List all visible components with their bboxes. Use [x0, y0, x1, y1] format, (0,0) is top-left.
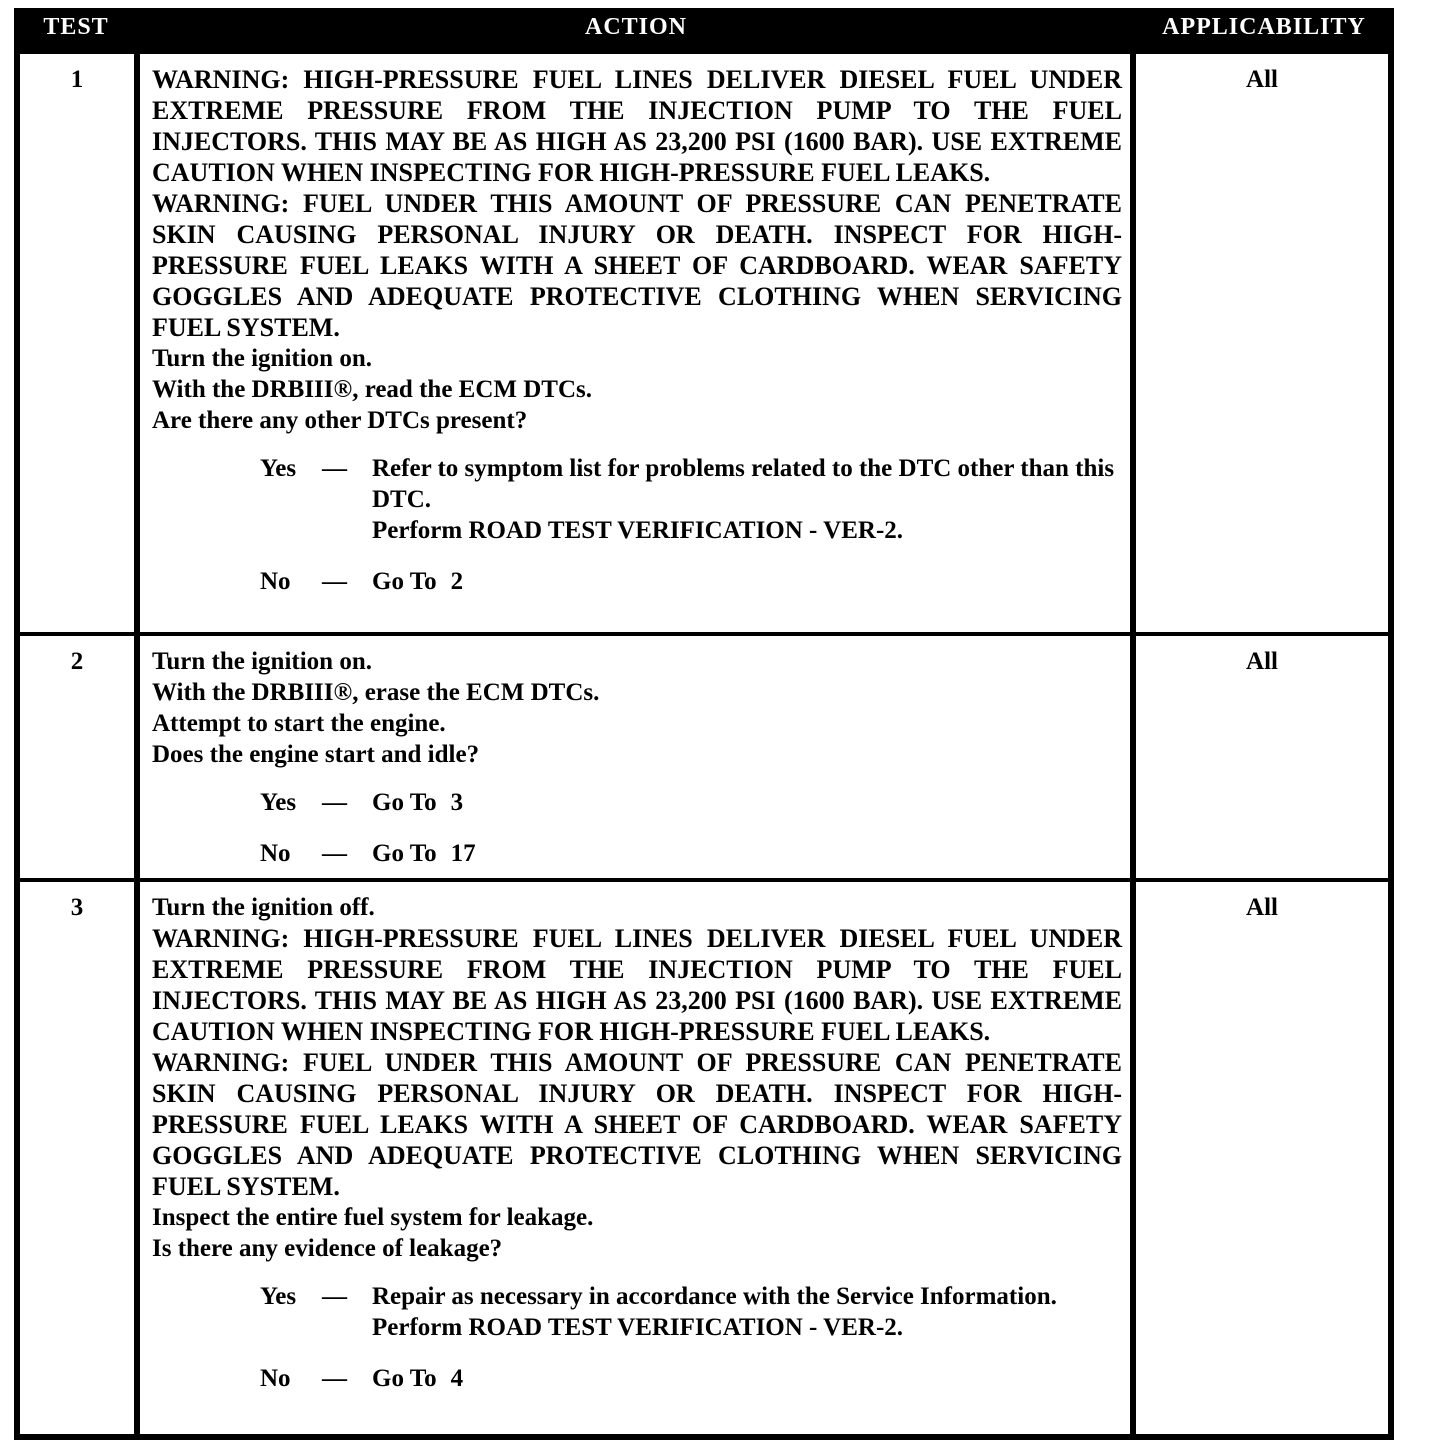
- step-text: Turn the ignition off.: [152, 894, 375, 921]
- go-to-text: Go To: [372, 568, 437, 595]
- no-response: [152, 838, 1122, 869]
- applicability-value: All: [1136, 882, 1388, 1434]
- step-text: Are there any other DTCs present?: [152, 407, 528, 434]
- go-to-text: Go To: [372, 789, 437, 816]
- response-dash: —: [322, 568, 347, 595]
- step-text: With the DRBIII®, erase the ECM DTCs.: [152, 679, 600, 706]
- step-text: Turn the ignition on.: [152, 648, 372, 675]
- step-text: With the DRBIII®, read the ECM DTCs.: [152, 376, 593, 403]
- no-response: [152, 1363, 1122, 1394]
- test-number: 3: [20, 882, 134, 1434]
- action-cell-2: [140, 636, 1130, 878]
- go-to-text: Go To: [372, 1365, 437, 1392]
- yes-label: Yes: [260, 455, 297, 482]
- response-text: Perform ROAD TEST VERIFICATION - VER-2.: [372, 1314, 904, 1341]
- response-text: Refer to symptom list for problems related to the DTC other than this DTC.: [372, 455, 1115, 513]
- response-text: Repair as necessary in accordance with the Service Information.: [372, 1283, 1057, 1310]
- test-number: 2: [20, 636, 134, 878]
- go-to-link[interactable]: 4: [450, 1365, 464, 1392]
- warning-text: WARNING: FUEL UNDER THIS AMOUNT OF PRESSURE CAN PENETRATE SKIN CAUSING PERSONAL INJURY OR DEATH. INSPECT FOR HIGH-PRESSURE FUEL LEAKS WITH A SHEET OF CARDBOARD. WEAR SAFETY GOGGLES AND ADEQUATE PROTECTIVE CLOTHING WHEN SERVICING FUEL SYSTEM.: [152, 189, 1122, 342]
- warning-text: WARNING: FUEL UNDER THIS AMOUNT OF PRESSURE CAN PENETRATE SKIN CAUSING PERSONAL INJURY OR DEATH. INSPECT FOR HIGH-PRESSURE FUEL LEAKS WITH A SHEET OF CARDBOARD. WEAR SAFETY GOGGLES AND ADEQUATE PROTECTIVE CLOTHING WHEN SERVICING FUEL SYSTEM.: [152, 1048, 1122, 1201]
- applicability-value: All: [1136, 636, 1388, 878]
- yes-response: [152, 1281, 1122, 1343]
- step-text: Does the engine start and idle?: [152, 741, 480, 768]
- header-action: ACTION: [584, 14, 687, 40]
- action-cell-3: [140, 882, 1130, 1434]
- go-to-link[interactable]: 17: [450, 840, 476, 867]
- step-text: Inspect the entire fuel system for leakage.: [152, 1204, 594, 1231]
- no-label: No: [260, 568, 291, 595]
- no-label: No: [260, 840, 291, 867]
- table-header: [14, 8, 1394, 52]
- warning-text: WARNING: HIGH-PRESSURE FUEL LINES DELIVER DIESEL FUEL UNDER EXTREME PRESSURE FROM THE INJECTION PUMP TO THE FUEL INJECTORS. THIS MAY BE AS HIGH AS 23,200 PSI (1600 BAR). USE EXTREME CAUTION WHEN INSPECTING FOR HIGH-PRESSURE FUEL LEAKS.: [152, 924, 1122, 1046]
- response-dash: —: [322, 789, 347, 816]
- go-to-link[interactable]: 2: [450, 568, 464, 595]
- diagnostic-table: [14, 8, 1394, 1440]
- test-number: 1: [20, 54, 134, 632]
- response-dash: —: [322, 1283, 347, 1310]
- warning-text: WARNING: HIGH-PRESSURE FUEL LINES DELIVER DIESEL FUEL UNDER EXTREME PRESSURE FROM THE INJECTION PUMP TO THE FUEL INJECTORS. THIS MAY BE AS HIGH AS 23,200 PSI (1600 BAR). USE EXTREME CAUTION WHEN INSPECTING FOR HIGH-PRESSURE FUEL LEAKS.: [152, 65, 1122, 187]
- step-text: Turn the ignition on.: [152, 345, 372, 372]
- step-text: Is there any evidence of leakage?: [152, 1235, 503, 1262]
- header-applicability: APPLICABILITY: [1162, 14, 1366, 40]
- response-dash: —: [322, 455, 347, 482]
- no-label: No: [260, 1365, 291, 1392]
- step-text: Attempt to start the engine.: [152, 710, 446, 737]
- go-to-link[interactable]: 3: [450, 789, 464, 816]
- action-cell-1: [140, 54, 1130, 632]
- yes-label: Yes: [260, 1283, 297, 1310]
- table-body: [14, 48, 1394, 1440]
- response-dash: —: [322, 840, 347, 867]
- yes-label: Yes: [260, 789, 297, 816]
- response-text: Perform ROAD TEST VERIFICATION - VER-2.: [372, 517, 904, 544]
- applicability-value: All: [1136, 54, 1388, 632]
- go-to-text: Go To: [372, 840, 437, 867]
- no-response: [152, 566, 1122, 597]
- header-test: TEST: [43, 14, 109, 40]
- yes-response: [152, 453, 1122, 546]
- yes-response: [152, 787, 1122, 818]
- response-dash: —: [322, 1365, 347, 1392]
